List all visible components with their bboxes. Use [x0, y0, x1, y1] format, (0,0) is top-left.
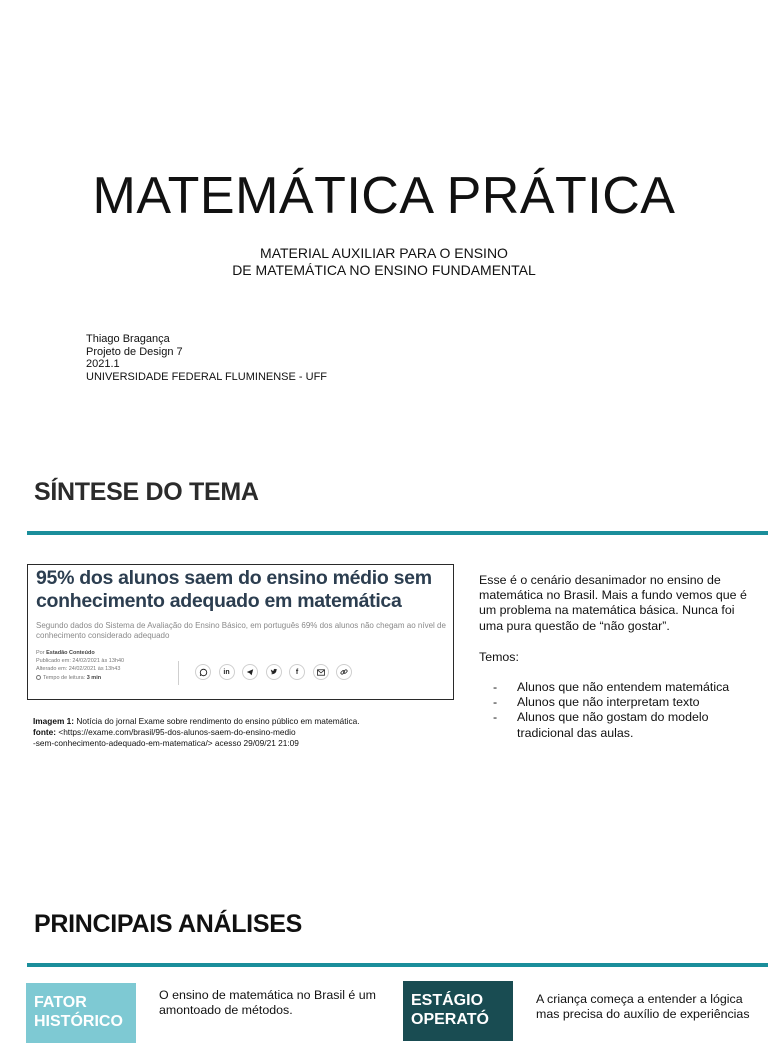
section-divider — [27, 963, 768, 967]
news-author: Por Estadão Conteúdo — [36, 650, 95, 656]
analysis-text-historical: O ensino de matemática no Brasil é um amontoado de métodos. — [159, 988, 376, 1018]
subtitle-line-1: MATERIAL AUXILIAR PARA O ENSINO — [260, 245, 508, 261]
facebook-icon: f — [289, 664, 305, 680]
news-article-image — [27, 564, 454, 700]
list-item: - Alunos que não entendem matemática — [479, 680, 749, 695]
share-bar — [195, 664, 352, 680]
news-updated: Alterado em: 24/02/2021 às 13h43 — [36, 666, 121, 673]
section-heading-synthesis: SÍNTESE DO TEMA — [34, 478, 259, 506]
author-name: Thiago Bragança — [86, 333, 170, 345]
list-intro: Temos: — [479, 650, 519, 664]
news-lead: Segundo dados do Sistema de Avaliação do Ensino Básico, em português 69% dos alunos não chegam ao nível de conhecimento considerado adequado — [36, 621, 446, 640]
analysis-text-operational: A criança começa a entender a lógica mas precisa do auxílio de experiências — [536, 992, 750, 1022]
term: 2021.1 — [86, 358, 120, 370]
news-meta-divider — [178, 661, 179, 685]
synthesis-paragraph: Esse é o cenário desanimador no ensino de matemática no Brasil. Mais a fundo vemos que é um problema na matemática básica. Nunca foi uma pura questão de “não gostar”. — [479, 573, 747, 633]
news-meta — [36, 649, 124, 682]
problems-list — [479, 680, 749, 741]
twitter-icon — [266, 664, 282, 680]
email-icon — [313, 664, 329, 680]
list-item: - Alunos que não interpretam texto — [479, 695, 749, 710]
linkedin-icon: in — [219, 664, 235, 680]
section-divider — [27, 531, 768, 535]
image-caption: Imagem 1: Notícia do jornal Exame sobre rendimento do ensino público em matemática. fonte: <https://exame.com/brasil/95-dos-alunos-saem-do-ensino-medio -sem-conhecimento-adequado-em-matematica/> acesso 29/09/21 21:09 — [33, 716, 360, 748]
link-icon — [336, 664, 352, 680]
course-name: Projeto de Design 7 — [86, 345, 183, 358]
list-item: - Alunos que não gostam do modelo tradicional das aulas. — [479, 710, 749, 740]
telegram-icon — [242, 664, 258, 680]
news-headline: 95% dos alunos saem do ensino médio sem conhecimento adequado em matemática — [36, 567, 432, 612]
news-reading-time: Tempo de leitura: 3 min — [36, 674, 124, 682]
whatsapp-icon — [195, 664, 211, 680]
institution: UNIVERSIDADE FEDERAL FLUMINENSE - UFF — [86, 370, 328, 383]
news-published: Publicado em: 24/02/2021 às 13h40 — [36, 658, 125, 665]
document-subtitle — [0, 245, 768, 279]
clock-icon — [36, 675, 41, 680]
subtitle-line-2: DE MATEMÁTICA NO ENSINO FUNDAMENTAL — [232, 262, 536, 278]
document-title: MATEMÁTICA PRÁTICA — [92, 167, 676, 225]
tile-historical-factor: FATOR HISTÓRICO — [26, 983, 136, 1043]
section-heading-analyses: PRINCIPAIS ANÁLISES — [34, 910, 302, 938]
tile-operational-stage: ESTÁGIO OPERATÓ — [403, 981, 513, 1041]
author-credits — [86, 333, 327, 383]
